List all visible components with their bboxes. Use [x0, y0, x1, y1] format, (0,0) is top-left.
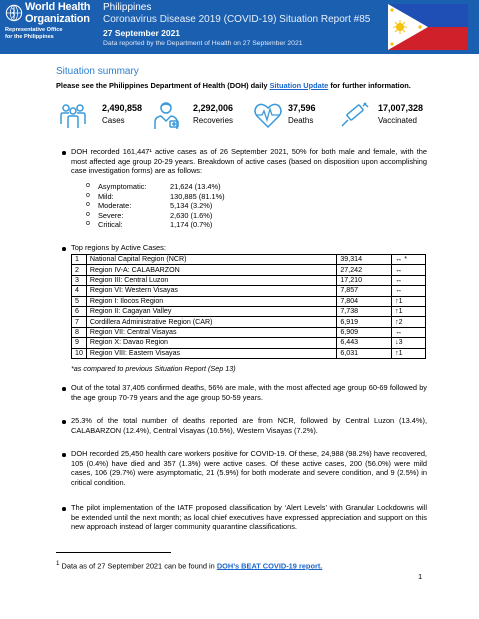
- health-workers-paragraph: DOH recorded 25,450 health care workers positive for COVID-19. Of these, 24,988 (98.2%) have recovered, 105 (0.4%) have died and 357 (1.3%) were active cases. Of these active cases, 200 (56.0%) were mild cases, 106 (29.7%) were asymptomatic, 21 (5.9%) for both moderate and severe condition, and 9 (2.5%) in critical condition.: [71, 449, 427, 488]
- cell-active: 6,443: [337, 338, 392, 348]
- report-date: 27 September 2021: [103, 28, 181, 38]
- cell-region: Region VII: Central Visayas: [86, 327, 336, 337]
- who-emblem-icon: [5, 4, 23, 22]
- breakdown-label: Mild:: [98, 191, 114, 201]
- bullet-mark: [62, 505, 68, 511]
- cell-region: National Capital Region (NCR): [86, 255, 336, 265]
- cell-rank: 8: [72, 327, 87, 337]
- org-name: [25, 1, 90, 25]
- cell-rank: 10: [72, 348, 87, 358]
- breakdown-value: 5,134 (3.2%): [170, 201, 213, 211]
- cell-active: 27,242: [337, 265, 392, 275]
- cell-active: 7,738: [337, 306, 392, 316]
- footnote: [56, 560, 322, 570]
- intro-text: Please see the Philippines Department of Health (DOH) daily: [56, 81, 270, 90]
- stat-vaccinated: [338, 100, 438, 132]
- alert-levels-paragraph: The pilot implementation of the IATF proposed classification by ‘Alert Levels’ with Granular Lockdowns will be extended until the next month; as local chief executives have expressed appreciation and support on this new approach instead of larger community quarantine classifications.: [71, 503, 427, 532]
- cell-rank: 6: [72, 306, 87, 316]
- active-cases-paragraph: DOH recorded 161,447¹ active cases as of 26 September 2021, 50% for both male and female, with the most affected age group 20-29 years. Breakdown of active cases (based on disposition upon accomplishing case investigation forms) are as follows:: [71, 147, 427, 176]
- syringe-icon: [338, 100, 372, 130]
- cell-active: 39,314: [337, 255, 392, 265]
- cell-region: Region I: Ilocos Region: [86, 296, 336, 306]
- breakdown-label: Moderate:: [98, 201, 132, 211]
- bullet-mark: [62, 385, 68, 391]
- sub-bullet: o: [86, 220, 90, 228]
- breakdown-value: 1,174 (0.7%): [170, 220, 213, 230]
- cell-rank: 9: [72, 338, 87, 348]
- cell-region: Region VI: Western Visayas: [86, 286, 336, 296]
- stat-value: 2,292,006: [193, 103, 234, 113]
- table-row: [72, 286, 426, 296]
- bullet-mark: [62, 418, 68, 424]
- doctor-icon: [152, 100, 182, 130]
- heartbeat-icon: [253, 100, 283, 130]
- page-number: 1: [418, 572, 423, 581]
- cell-active: 6,031: [337, 348, 392, 358]
- cell-region: Cordillera Administrative Region (CAR): [86, 317, 336, 327]
- table-row: [72, 296, 426, 306]
- stat-label: Recoveries: [193, 116, 234, 125]
- breakdown-label: Critical:: [98, 220, 123, 230]
- cell-trend: ↑1: [392, 348, 426, 358]
- stat-label: Deaths: [288, 116, 314, 125]
- cell-trend: ↑1: [392, 296, 426, 306]
- footnote-mark: 1: [56, 560, 60, 567]
- table-row: [72, 348, 426, 358]
- report-header: [0, 0, 479, 54]
- bullet-mark: [62, 451, 68, 457]
- stat-value: 2,490,858: [102, 103, 143, 113]
- table-row: [72, 317, 426, 327]
- philippines-flag-icon: [388, 4, 468, 50]
- office-line1: Representative Office: [5, 27, 63, 33]
- footnote-divider: [56, 552, 171, 553]
- cell-region: Region III: Central Luzon: [86, 275, 336, 285]
- beat-covid-report-link[interactable]: DOH’s BEAT COVID-19 report.: [216, 561, 323, 571]
- table-row: [72, 265, 426, 275]
- stat-recoveries: [152, 100, 247, 132]
- deaths-region-paragraph: 25.3% of the total number of deaths reported are from NCR, followed by Central Luzon (13.4%), CALABARZON (12.4%), Central Visayas (10.5%), Western Visayas (7.2%).: [71, 416, 427, 435]
- deaths-paragraph: Out of the total 37,405 confirmed deaths, 56% are male, with the most affected age group 60-69 followed by the age group 70-79 years and the age group 50-59 years.: [71, 383, 427, 402]
- intro-text-end: for further information.: [328, 81, 411, 90]
- situation-update-link[interactable]: Situation Update: [269, 81, 329, 90]
- cell-active: 7,804: [337, 296, 392, 306]
- table-note: *as compared to previous Situation Report (Sep 13): [71, 364, 236, 373]
- table-row: [72, 275, 426, 285]
- cell-trend: ↔: [392, 286, 426, 296]
- cell-trend: ↔: [392, 265, 426, 275]
- top-regions-heading: Top regions by Active Cases:: [71, 243, 166, 252]
- office-name: [5, 27, 63, 40]
- bullet-mark: [62, 245, 68, 251]
- report-title: Coronavirus Disease 2019 (COVID-19) Situation Report #85: [103, 14, 371, 25]
- footnote-text: Data as of 27 September 2021 can be found in: [59, 561, 217, 571]
- cell-trend: ↑1: [392, 306, 426, 316]
- cell-region: Region II: Cagayan Valley: [86, 306, 336, 316]
- sub-bullet: o: [86, 191, 90, 199]
- sub-bullet: o: [86, 210, 90, 218]
- cell-active: 7,857: [337, 286, 392, 296]
- cell-rank: 4: [72, 286, 87, 296]
- cell-rank: 5: [72, 296, 87, 306]
- section-heading: Situation summary: [56, 66, 139, 77]
- cell-trend: ↔: [392, 327, 426, 337]
- cell-trend: ↑2: [392, 317, 426, 327]
- country-name: Philippines: [103, 2, 152, 13]
- regions-table: [71, 254, 426, 359]
- cell-rank: 3: [72, 275, 87, 285]
- org-name-line2: Organization: [25, 13, 90, 25]
- cell-trend: ↓3: [392, 338, 426, 348]
- cell-region: Region VIII: Eastern Visayas: [86, 348, 336, 358]
- cell-region: Region IV-A: CALABARZON: [86, 265, 336, 275]
- breakdown-value: 21,624 (13.4%): [170, 182, 221, 191]
- cell-active: 6,909: [337, 327, 392, 337]
- table-row: [72, 255, 426, 265]
- cell-active: 6,919: [337, 317, 392, 327]
- cell-rank: 7: [72, 317, 87, 327]
- people-icon: [58, 100, 88, 130]
- sub-bullet: o: [86, 201, 90, 209]
- cell-trend: ↔: [392, 275, 426, 285]
- cell-region: Region X: Davao Region: [86, 338, 336, 348]
- office-line2: for the Philippines: [5, 33, 54, 40]
- summary-intro: [56, 81, 411, 90]
- report-source: Data reported by the Department of Health on 27 September 2021: [103, 40, 303, 47]
- cell-trend: ↔ *: [392, 255, 426, 265]
- cell-rank: 1: [72, 255, 87, 265]
- table-row: [72, 338, 426, 348]
- sub-bullet: o: [86, 182, 90, 189]
- breakdown-label: Severe:: [98, 210, 124, 220]
- stat-cases: [58, 100, 148, 132]
- cell-rank: 2: [72, 265, 87, 275]
- table-row: [72, 327, 426, 337]
- breakdown-label: Asymptomatic:: [98, 182, 147, 191]
- bullet-mark: [62, 149, 68, 155]
- table-row: [72, 306, 426, 316]
- cell-active: 17,210: [337, 275, 392, 285]
- stat-label: Cases: [102, 116, 125, 125]
- stat-value: 17,007,328: [378, 103, 424, 113]
- stat-deaths: [253, 100, 333, 132]
- org-name-line1: World Health: [25, 1, 91, 13]
- stat-value: 37,596: [288, 103, 316, 113]
- breakdown-value: 130,885 (81.1%): [170, 191, 225, 201]
- breakdown-value: 2,630 (1.6%): [170, 210, 213, 220]
- stat-label: Vaccinated: [378, 116, 417, 125]
